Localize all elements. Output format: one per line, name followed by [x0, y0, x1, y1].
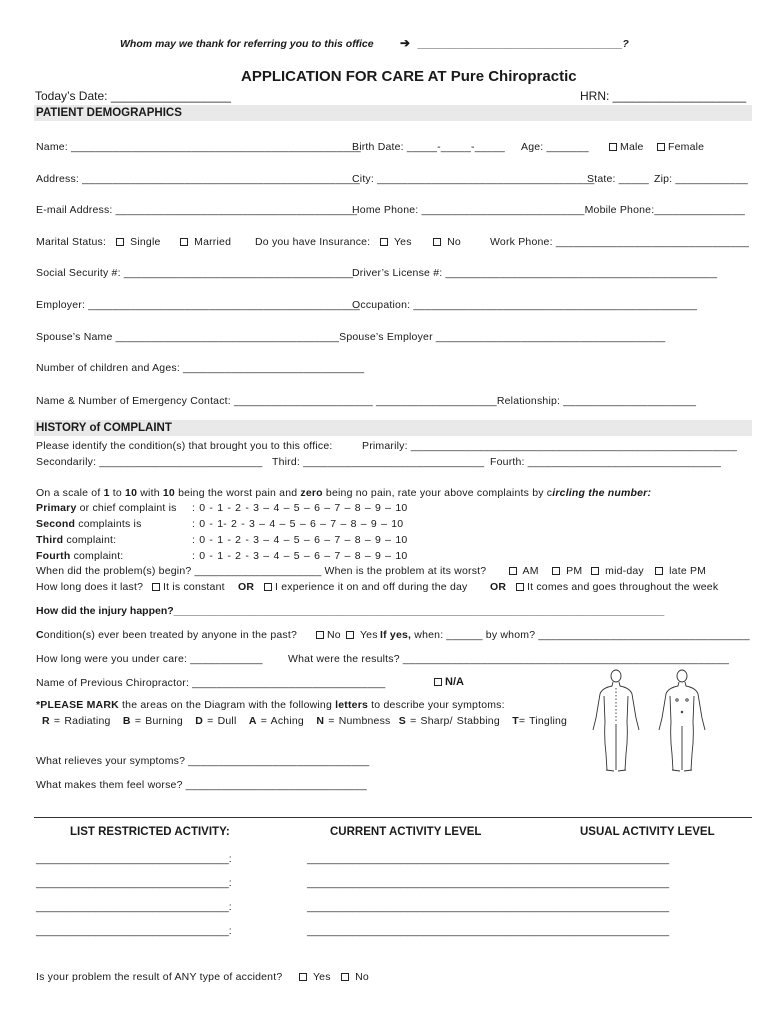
work-phone-field[interactable]: Work Phone: ________________________________ — [490, 236, 750, 248]
fourth-complaint-row: Fourth complaint: — [36, 550, 124, 562]
fourth-pain-scale[interactable]: : 0 - 1 - 2 - 3 – 4 – 5 – 6 – 7 – 8 – 9 – 10 — [192, 550, 408, 562]
throughout-option[interactable]: It comes and goes throughout the week — [516, 581, 718, 593]
female-option[interactable]: Female — [657, 141, 704, 153]
activity-level-field-2[interactable]: ______________________________________________________________ — [307, 877, 670, 889]
body-front-figure — [659, 670, 705, 771]
address-field[interactable]: Address: ______________________________________________ — [36, 173, 360, 185]
divider — [34, 817, 752, 818]
name-field[interactable]: Name: ________________________________________________ — [36, 141, 361, 153]
form-title: APPLICATION FOR CARE AT Pure Chiropractic — [241, 68, 577, 85]
checkbox-icon[interactable] — [116, 238, 124, 246]
checkbox-icon[interactable] — [341, 973, 349, 981]
checkbox-icon[interactable] — [152, 583, 160, 591]
section-history-of-complaint: HISTORY of COMPLAINT — [34, 420, 752, 436]
onoff-option[interactable]: I experience it on and off during the day — [264, 581, 467, 593]
accident-no-option[interactable]: No — [341, 971, 369, 983]
checkbox-icon[interactable] — [609, 143, 617, 151]
insurance-yes-option[interactable]: Yes — [380, 236, 412, 248]
age-field[interactable]: Age: _______ — [521, 141, 589, 153]
insurance-label: Do you have Insurance: — [255, 236, 371, 248]
treated-yes-option[interactable]: Yes — [346, 629, 378, 641]
emergency-contact-field[interactable]: Name & Number of Emergency Contact: _______________________ ____________________Relationship: ______________________ — [36, 395, 697, 407]
restricted-activity-field-1[interactable]: _________________________________: — [36, 853, 232, 865]
children-field[interactable]: Number of children and Ages: ______________________________ — [36, 362, 365, 374]
checkbox-icon[interactable] — [264, 583, 272, 591]
checkbox-icon[interactable] — [516, 583, 524, 591]
body-back-figure — [593, 670, 639, 771]
spouse-field[interactable]: Spouse’s Name _____________________________________Spouse’s Employer ______________________________________ — [36, 331, 666, 343]
am-option[interactable]: AM — [509, 565, 539, 577]
third-complaint-row: Third complaint: — [36, 534, 117, 546]
col-usual-activity: USUAL ACTIVITY LEVEL — [580, 826, 715, 838]
restricted-activity-field-3[interactable]: _________________________________: — [36, 901, 232, 913]
occupation-field[interactable]: Occupation: _______________________________________________ — [352, 299, 698, 311]
third-field[interactable]: Third: ______________________________ — [272, 456, 485, 468]
col-current-activity: CURRENT ACTIVITY LEVEL — [330, 826, 482, 838]
checkbox-icon[interactable] — [316, 631, 324, 639]
began-field[interactable]: When did the problem(s) begin? _____________________ When is the problem at its worst? — [36, 565, 487, 577]
checkbox-icon[interactable] — [509, 567, 517, 575]
employer-field[interactable]: Employer: _____________________________________________ — [36, 299, 360, 311]
checkbox-icon[interactable] — [657, 143, 665, 151]
accident-yes-option[interactable]: Yes — [299, 971, 331, 983]
worse-field[interactable]: What makes them feel worse? ______________________________ — [36, 779, 367, 791]
treated-row: Condition(s) ever been treated by anyone in the past? — [36, 629, 298, 641]
email-field[interactable]: E-mail Address: ________________________________________ — [36, 204, 358, 216]
previous-chiropractor-field[interactable]: Name of Previous Chiropractor: ________________________________ — [36, 677, 386, 689]
drivers-license-field[interactable]: Driver’s License #: _____________________________________________ — [352, 267, 718, 279]
todays-date-field[interactable]: Today’s Date: __________________ — [35, 89, 231, 103]
checkbox-icon[interactable] — [299, 973, 307, 981]
primary-pain-scale[interactable]: : 0 - 1 - 2 - 3 – 4 – 5 – 6 – 7 – 8 – 9 – 10 — [192, 502, 408, 514]
relieves-field[interactable]: What relieves your symptoms? ______________________________ — [36, 755, 370, 767]
care-duration-field[interactable]: How long were you under care: ____________ — [36, 653, 263, 665]
pm-option[interactable]: PM — [552, 565, 582, 577]
primarily-field[interactable]: Primarily: ______________________________________________________ — [362, 440, 738, 452]
midday-option[interactable]: mid-day — [591, 565, 644, 577]
primary-complaint-row: Primary or chief complaint is — [36, 502, 177, 514]
latepm-option[interactable]: late PM — [655, 565, 706, 577]
section-patient-demographics: PATIENT DEMOGRAPHICS — [34, 105, 752, 121]
duration-label: How long does it last? — [36, 581, 144, 593]
checkbox-icon[interactable] — [552, 567, 560, 575]
results-field[interactable]: What were the results? ______________________________________________________ — [288, 653, 730, 665]
single-option[interactable]: Single — [116, 236, 161, 248]
referral-field[interactable]: ___________________________________? — [418, 38, 629, 50]
restricted-activity-field-2[interactable]: _________________________________: — [36, 877, 232, 889]
second-pain-scale[interactable]: : 0 - 1- 2 - 3 – 4 – 5 – 6 – 7 – 8 – 9 – 10 — [192, 518, 404, 530]
treated-no-option[interactable]: No — [316, 629, 341, 641]
checkbox-icon[interactable] — [346, 631, 354, 639]
checkbox-icon[interactable] — [591, 567, 599, 575]
identify-label: Please identify the condition(s) that brought you to this office: — [36, 440, 333, 452]
arrow-right-icon: ➔ — [400, 36, 411, 50]
symptom-legend: R = Radiating B = Burning D = Dull A = Aching N = Numbness S = Sharp/ Stabbing T= Tingling — [42, 715, 568, 727]
na-option[interactable]: N/A — [434, 676, 464, 688]
second-complaint-row: Second complaints is — [36, 518, 142, 530]
referral-question: Whom may we thank for referring you to this office — [120, 38, 374, 50]
or-label: OR — [238, 581, 255, 593]
col-restricted-activity: LIST RESTRICTED ACTIVITY: — [70, 826, 230, 838]
checkbox-icon[interactable] — [380, 238, 388, 246]
activity-level-field-1[interactable]: ______________________________________________________________ — [307, 853, 670, 865]
city-field[interactable]: City: ____________________________________ — [352, 173, 595, 185]
state-field[interactable]: State: _____ — [587, 173, 649, 185]
hrn-field[interactable]: HRN: ____________________ — [580, 89, 747, 103]
pain-scale-intro: On a scale of 1 to 10 with 10 being the worst pain and zero being no pain, rate your above complaints by circling the number: — [36, 487, 652, 499]
or-label: OR — [490, 581, 507, 593]
treated-when-field[interactable]: If yes, when: ______ by whom? ___________________________________ — [380, 629, 750, 641]
married-option[interactable]: Married — [180, 236, 231, 248]
male-option[interactable]: Male — [609, 141, 644, 153]
injury-field[interactable]: How did the injury happen?____________________________________________________________________________________ — [36, 605, 665, 617]
body-diagram[interactable] — [590, 668, 725, 774]
checkbox-icon[interactable] — [434, 678, 442, 686]
birth-date-field[interactable]: Birth Date: _____-_____-_____ — [352, 141, 505, 153]
accident-question: Is your problem the result of ANY type of accident? — [36, 971, 283, 983]
checkbox-icon[interactable] — [180, 238, 188, 246]
third-pain-scale[interactable]: : 0 - 1 - 2 - 3 – 4 – 5 – 6 – 7 – 8 – 9 – 10 — [192, 534, 408, 546]
checkbox-icon[interactable] — [655, 567, 663, 575]
zip-field[interactable]: Zip: ____________ — [654, 173, 748, 185]
activity-level-field-3[interactable]: ______________________________________________________________ — [307, 901, 670, 913]
ssn-field[interactable]: Social Security #: ______________________________________ — [36, 267, 354, 279]
home-mobile-phone-field[interactable]: Home Phone: ___________________________Mobile Phone:_______________ — [352, 204, 745, 216]
activity-level-field-4[interactable]: ______________________________________________________________ — [307, 925, 670, 937]
mark-instructions: *PLEASE MARK the areas on the Diagram with the following letters to describe your symptoms: — [36, 699, 505, 711]
insurance-no-option[interactable]: No — [433, 236, 461, 248]
constant-option[interactable]: It is constant — [152, 581, 225, 593]
checkbox-icon[interactable] — [433, 238, 441, 246]
restricted-activity-field-4[interactable]: _________________________________: — [36, 925, 232, 937]
fourth-field[interactable]: Fourth: ________________________________ — [490, 456, 722, 468]
marital-status-label: Marital Status: — [36, 236, 107, 248]
secondarily-field[interactable]: Secondarily: ___________________________ — [36, 456, 263, 468]
